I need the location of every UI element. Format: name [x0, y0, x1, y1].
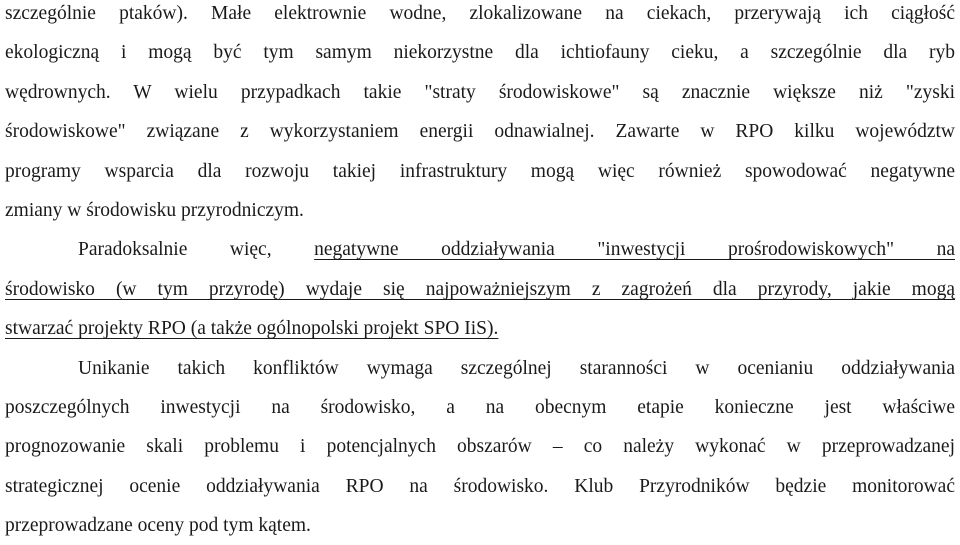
text-line — [5, 309, 955, 348]
text-line: prognozowanie skali problemu i potencjalnych obszarów – co należy wykonać w przeprowadzanej — [5, 436, 955, 458]
text-line: poszczególnych inwestycji na środowisko, a na obecnym etapie konieczne jest właściwe — [5, 396, 955, 418]
underlined-text: środowisko (w tym przyrodę) wydaje się najpoważniejszym z zagrożeń dla przyrody, jakie mogą — [5, 278, 955, 300]
text-line: wędrownych. W wielu przypadkach takie "straty środowiskowe" są znacznie większe niż "zyski — [5, 81, 955, 103]
text-line: Unikanie takich konfliktów wymaga szczególnej staranności w ocenianiu oddziaływania — [78, 357, 955, 379]
text-line: strategicznej ocenie oddziaływania RPO na środowisko. Klub Przyrodników będzie monitorować — [5, 475, 955, 497]
underlined-text: negatywne oddziaływania "inwestycji prośrodowiskowych" na — [314, 239, 955, 261]
text-line: środowiskowe" związane z wykorzystaniem energii odnawialnej. Zawarte w RPO kilku województw — [5, 121, 955, 143]
text-line: przeprowadzane oceny pod tym kątem. — [5, 515, 311, 537]
paragraph-3 — [5, 349, 955, 545]
text-line: ekologiczną i mogą być tym samym niekorzystne dla ichtiofauny cieku, a szczególnie dla ryb — [5, 42, 955, 64]
text-line: szczególnie ptaków). Małe elektrownie wodne, zlokalizowane na ciekach, przerywają ich ciągłość — [5, 3, 955, 24]
text-line — [5, 270, 955, 309]
text-line: zmiany w środowisku przyrodniczym. — [5, 199, 304, 221]
paragraph-2 — [5, 230, 955, 348]
text-line — [5, 230, 955, 269]
document-page — [5, 0, 955, 545]
paragraph-2-prefix: Paradoksalnie więc, — [78, 239, 315, 261]
text-line: programy wsparcia dla rozwoju takiej infrastruktury mogą więc również spowodować negatywne — [5, 160, 955, 182]
underlined-text: stwarzać projekty RPO (a także ogólnopolski projekt SPO IiS). — [5, 318, 499, 340]
paragraph-1 — [5, 0, 955, 230]
